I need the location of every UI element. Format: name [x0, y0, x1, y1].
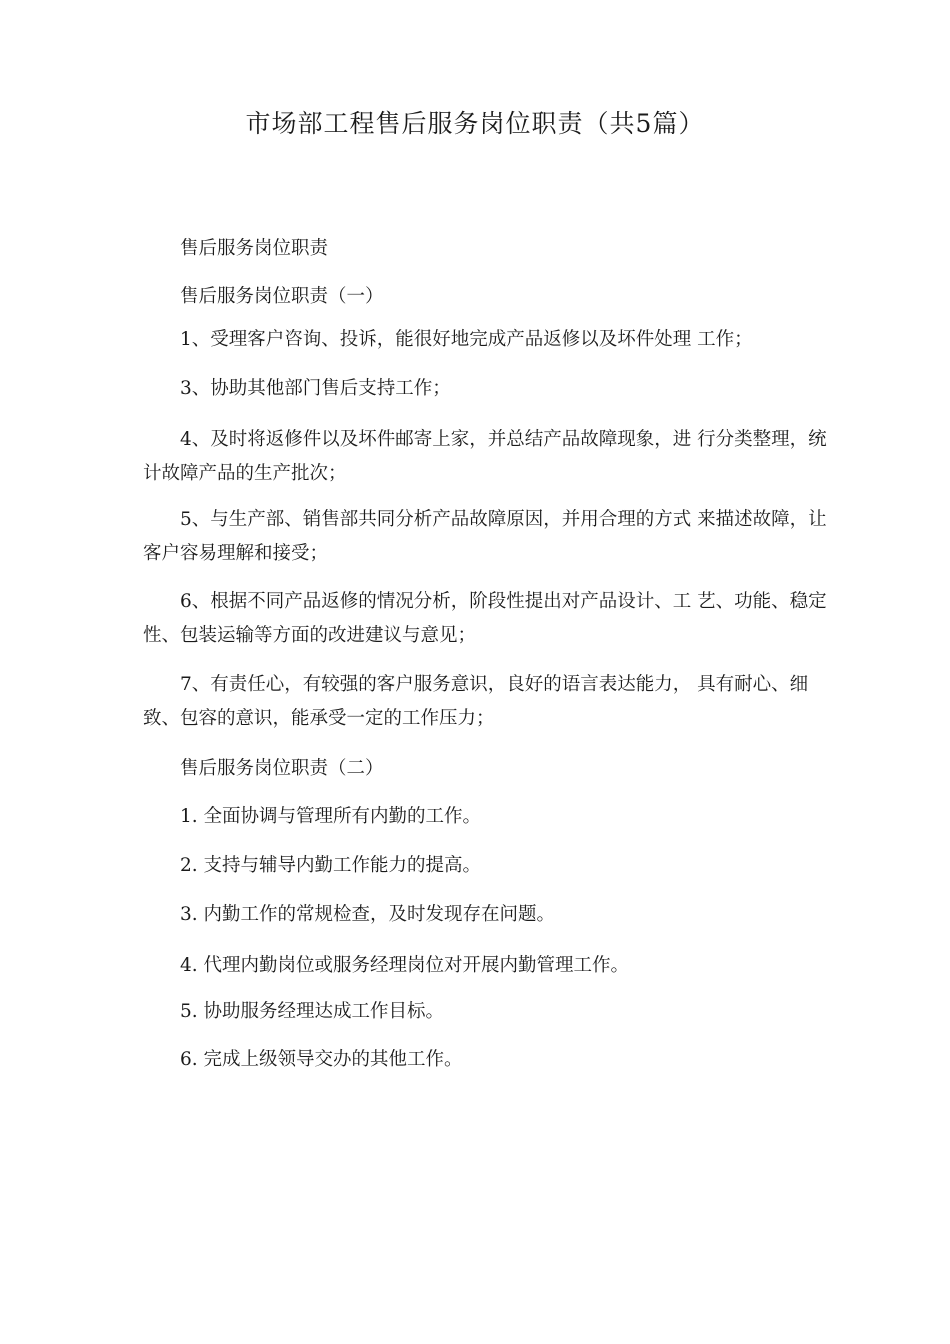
- duty-item: 1、受理客户咨询、投诉，能很好地完成产品返修以及坏件处理 工作；: [180, 329, 753, 350]
- duty-item: 6. 完成上级领导交办的其他工作。: [180, 1049, 463, 1070]
- duty-item: 3. 内勤工作的常规检查，及时发现存在问题。: [180, 904, 556, 925]
- duty-item: 4. 代理内勤岗位或服务经理岗位对开展内勤管理工作。: [180, 955, 630, 976]
- section-heading-1: 售后服务岗位职责（一）: [180, 286, 384, 307]
- section-heading-2: 售后服务岗位职责（二）: [180, 758, 384, 779]
- duty-item: 2. 支持与辅导内勤工作能力的提高。: [180, 855, 482, 876]
- duty-item: 5. 协助服务经理达成工作目标。: [180, 1001, 445, 1022]
- document-title: 市场部工程售后服务岗位职责（共5篇）: [245, 109, 705, 138]
- duty-item: 1. 全面协调与管理所有内勤的工作。: [180, 806, 482, 827]
- duty-item: 4、及时将返修件以及坏件邮寄上家，并总结产品故障现象，进 行分类整理，统计故障产品的生产批次；: [143, 429, 827, 484]
- section-heading: 售后服务岗位职责: [180, 238, 329, 259]
- duty-item: 7、有责任心，有较强的客户服务意识，良好的语言表达能力， 具有耐心、细致、包容的意识，能承受一定的工作压力；: [143, 674, 809, 729]
- duty-item: 5、与生产部、销售部共同分析产品故障原因，并用合理的方式 来描述故障，让客户容易理解和接受；: [143, 509, 827, 564]
- duty-item: 6、根据不同产品返修的情况分析，阶段性提出对产品设计、工 艺、功能、稳定性、包装运输等方面的改进建议与意见；: [143, 591, 827, 646]
- duty-item: 3、协助其他部门售后支持工作；: [180, 378, 451, 399]
